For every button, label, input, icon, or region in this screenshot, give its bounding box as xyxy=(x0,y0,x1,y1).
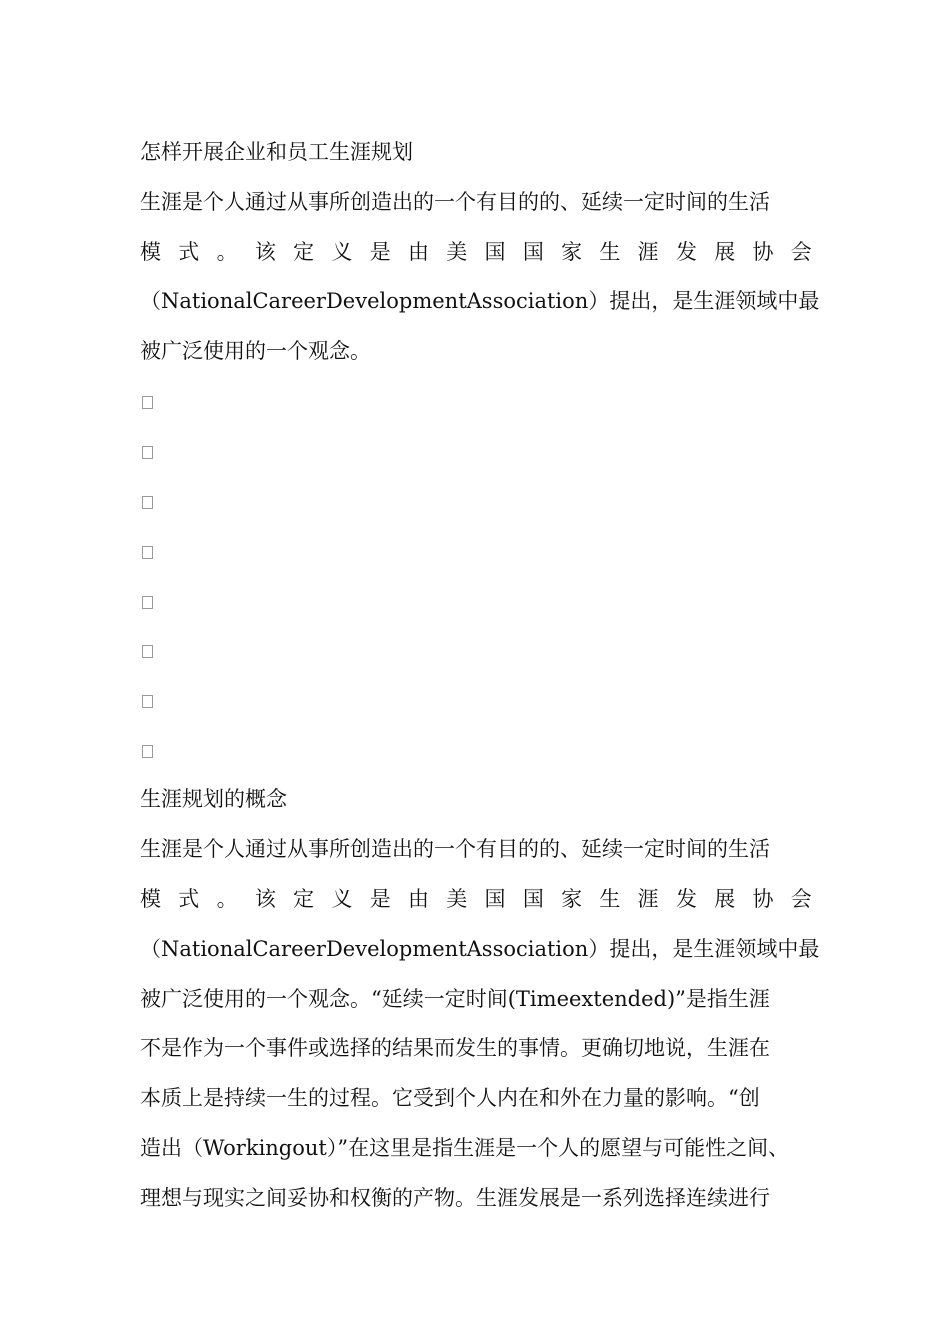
placeholder-box-line xyxy=(140,676,812,726)
spread-char: 由 xyxy=(407,239,429,264)
placeholder-box-line xyxy=(140,526,812,576)
placeholder-box-list xyxy=(140,377,812,775)
spread-char: 展 xyxy=(714,886,736,911)
missing-glyph-icon xyxy=(142,596,153,609)
spread-char: 美 xyxy=(446,886,468,911)
intro-line-1: 生涯是个人通过从事所创造出的一个有目的的、延续一定时间的生活 xyxy=(140,189,770,214)
spread-char: 定 xyxy=(293,886,315,911)
spread-char: 会 xyxy=(790,239,812,264)
spread-char: 国 xyxy=(522,239,544,264)
missing-glyph-icon xyxy=(142,695,153,708)
spread-char: 该 xyxy=(254,239,276,264)
body-line-4: 被广泛使用的一个观念。“延续一定时间(Timeextended)”是指生涯 xyxy=(140,986,770,1011)
placeholder-box-line xyxy=(140,477,812,527)
spread-char: 国 xyxy=(522,886,544,911)
spread-char: 涯 xyxy=(637,239,659,264)
placeholder-box-line xyxy=(140,427,812,477)
missing-glyph-icon xyxy=(142,496,153,509)
spread-char: 。 xyxy=(216,886,238,911)
spread-char: 生 xyxy=(599,239,621,264)
spread-char: 义 xyxy=(331,886,353,911)
spread-char: 国 xyxy=(484,886,506,911)
placeholder-box-line xyxy=(140,626,812,676)
spread-char: 国 xyxy=(484,239,506,264)
body-line-2 xyxy=(140,875,812,925)
spread-char: 义 xyxy=(331,239,353,264)
spread-char: 家 xyxy=(561,886,583,911)
missing-glyph-icon xyxy=(142,546,153,559)
document-title: 怎样开展企业和员工生涯规划 xyxy=(140,140,413,164)
missing-glyph-icon xyxy=(142,745,153,758)
spread-char: 。 xyxy=(216,239,238,264)
spread-char: 协 xyxy=(752,886,774,911)
placeholder-box-line xyxy=(140,726,812,776)
intro-line-3: （NationalCareerDevelopmentAssociation）提出，是生涯领域中最 xyxy=(140,289,820,314)
body-line-1: 生涯是个人通过从事所创造出的一个有目的的、延续一定时间的生活 xyxy=(140,837,770,862)
spread-char: 会 xyxy=(790,886,812,911)
spread-char: 模 xyxy=(140,239,161,264)
section-heading: 生涯规划的概念 xyxy=(140,787,287,812)
spread-char: 定 xyxy=(293,239,315,264)
spread-char: 是 xyxy=(369,886,391,911)
spread-char: 式 xyxy=(178,239,200,264)
missing-glyph-icon xyxy=(142,396,153,409)
body-line-3: （NationalCareerDevelopmentAssociation）提出，是生涯领域中最 xyxy=(140,936,820,961)
spread-char: 生 xyxy=(599,886,621,911)
intro-line-2 xyxy=(140,228,812,278)
body-line-8: 理想与现实之间妥协和权衡的产物。生涯发展是一系列选择连续进行 xyxy=(140,1185,770,1210)
spread-char: 式 xyxy=(178,886,200,911)
spread-char: 美 xyxy=(446,239,468,264)
spread-char: 由 xyxy=(407,886,429,911)
document-page xyxy=(140,128,820,1224)
intro-line-4: 被广泛使用的一个观念。 xyxy=(140,339,371,364)
spread-char: 该 xyxy=(254,886,276,911)
body-line-7: 造出（Workingout）”在这里是指生涯是一个人的愿望与可能性之间、 xyxy=(140,1135,790,1160)
spread-char: 发 xyxy=(675,886,697,911)
missing-glyph-icon xyxy=(142,645,153,658)
body-line-5: 不是作为一个事件或选择的结果而发生的事情。更确切地说，生涯在 xyxy=(140,1036,770,1061)
placeholder-box-line xyxy=(140,576,812,626)
spread-char: 展 xyxy=(714,239,736,264)
spread-char: 家 xyxy=(561,239,583,264)
spread-char: 模 xyxy=(140,886,161,911)
spread-char: 协 xyxy=(752,239,774,264)
spread-char: 涯 xyxy=(637,886,659,911)
body-line-6: 本质上是持续一生的过程。它受到个人内在和外在力量的影响。“创 xyxy=(140,1086,760,1111)
missing-glyph-icon xyxy=(142,446,153,459)
placeholder-box-line xyxy=(140,377,812,427)
spread-char: 是 xyxy=(369,239,391,264)
spread-char: 发 xyxy=(675,239,697,264)
